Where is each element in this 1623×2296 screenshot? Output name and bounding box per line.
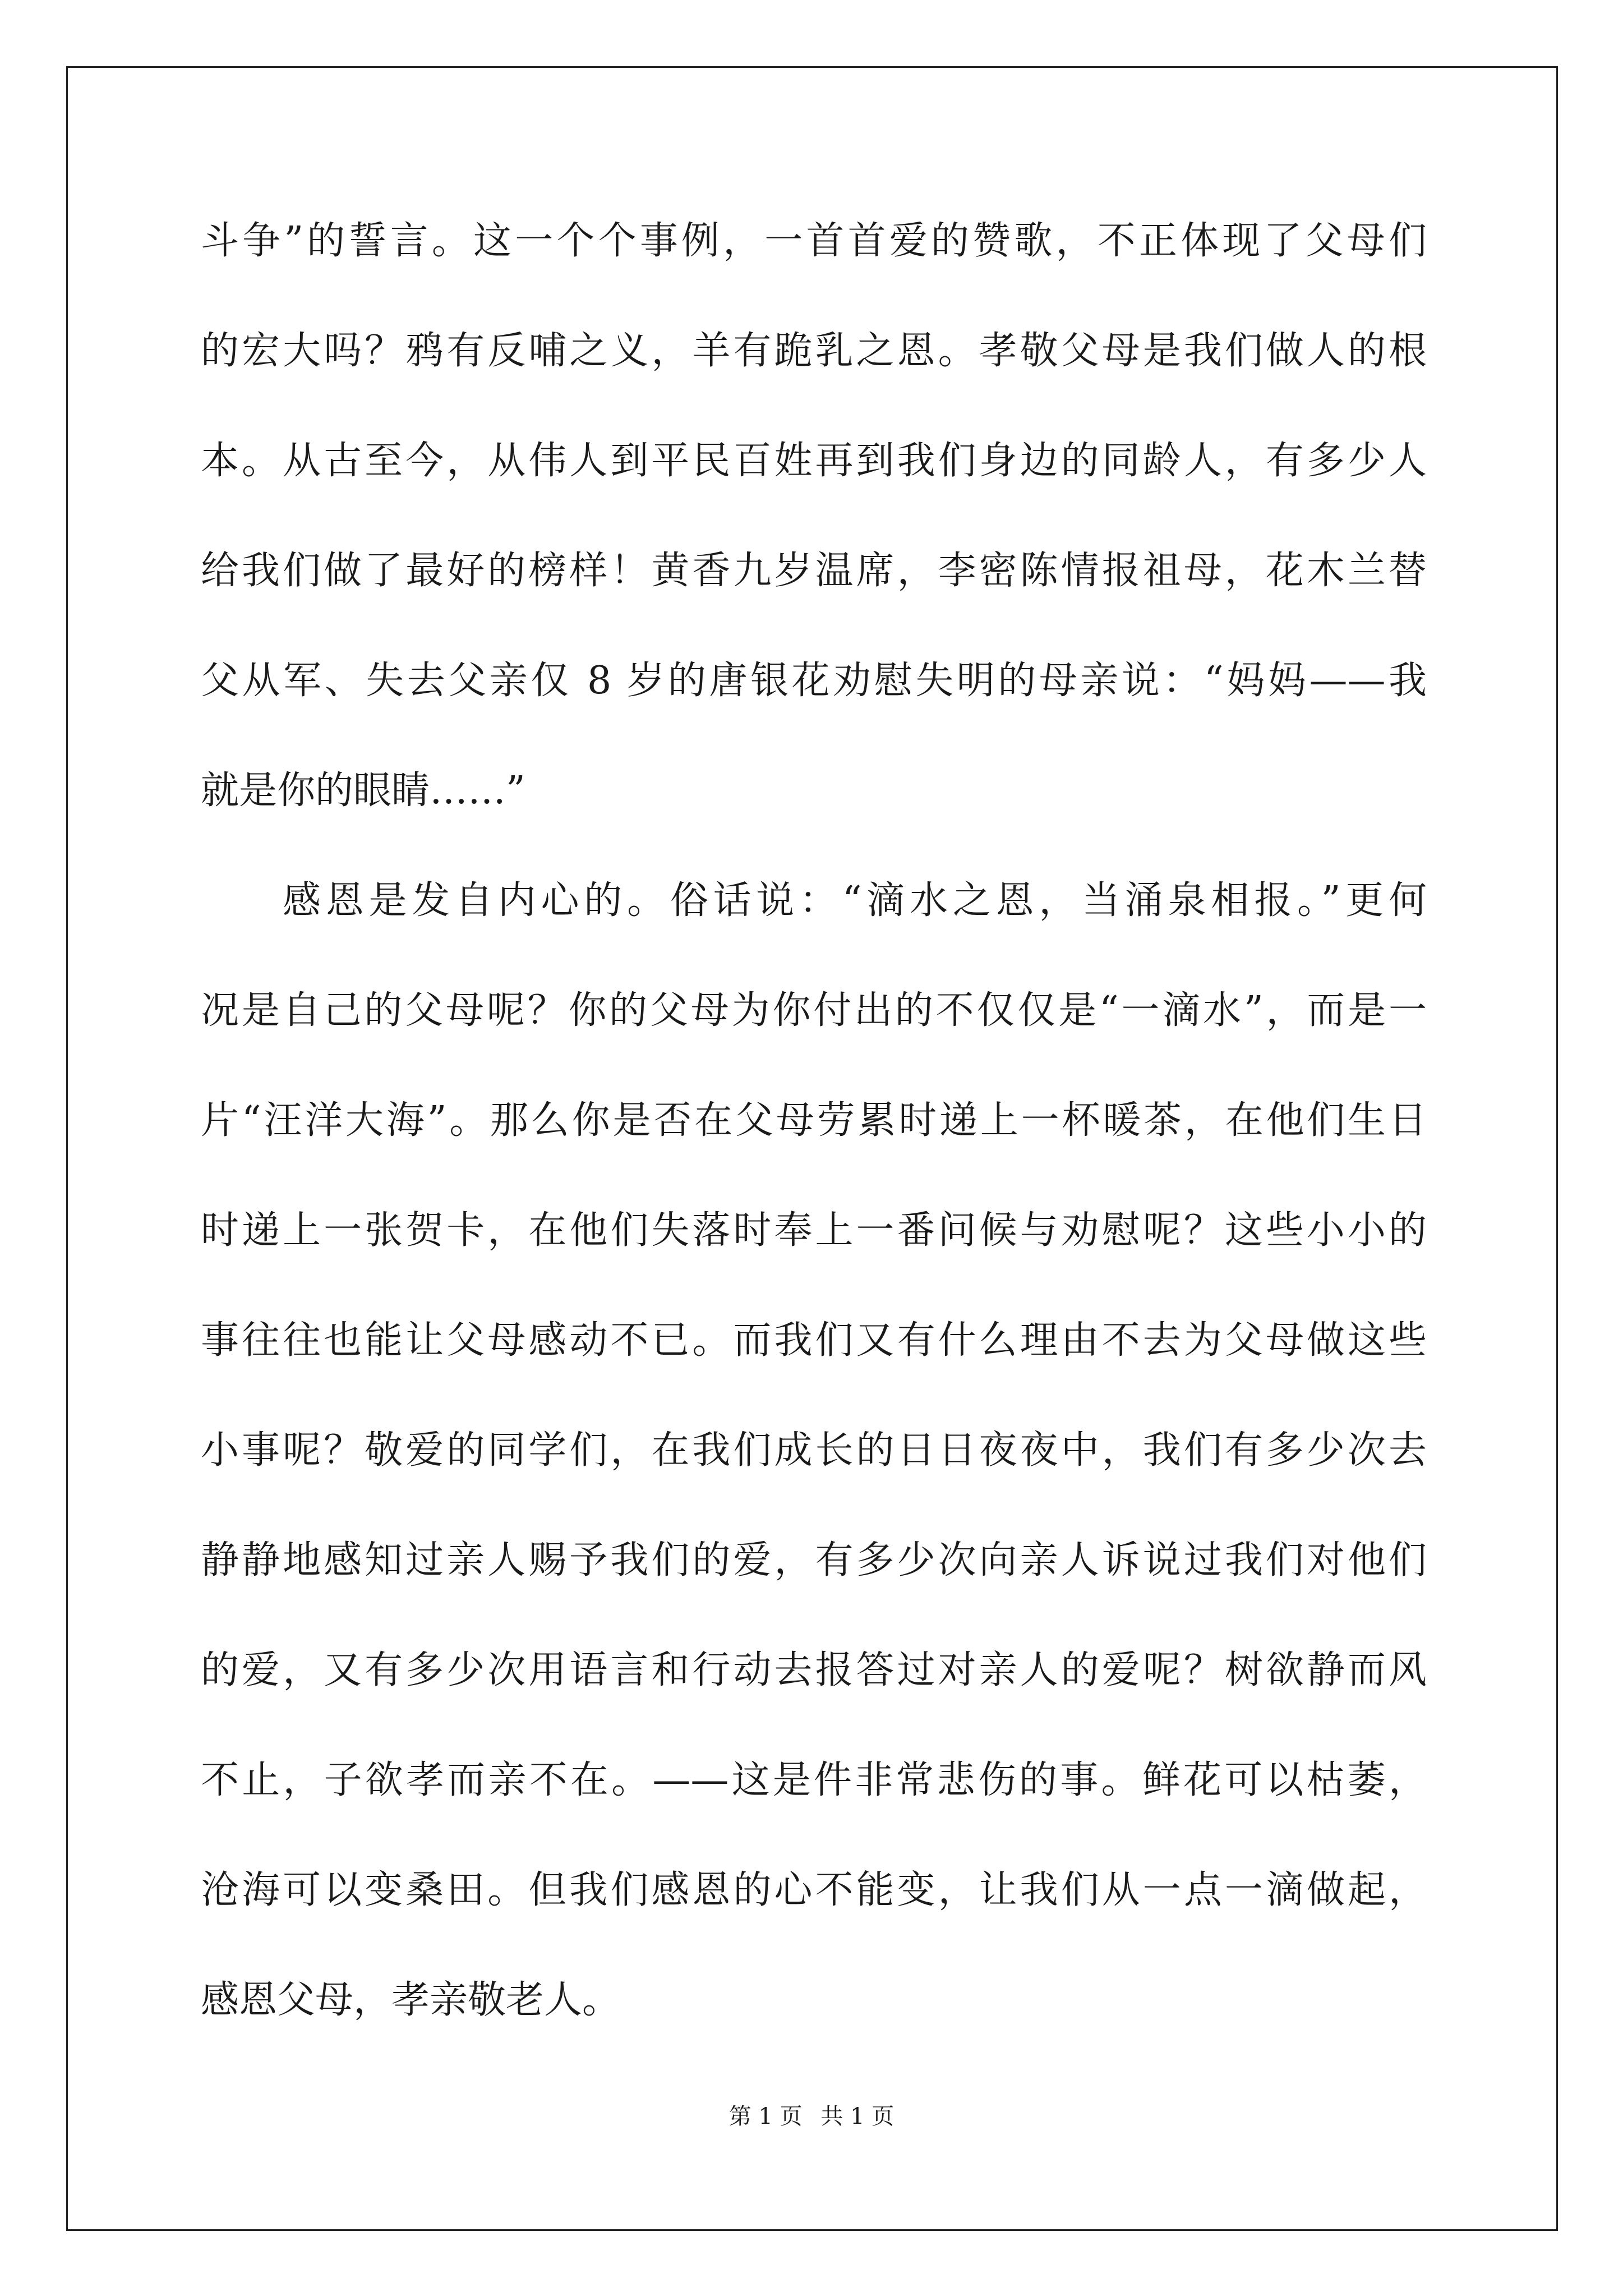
- text-line: 况是自己的父母呢？你的父母为你付出的不仅仅是“一滴水”，而是一: [201, 988, 1427, 1033]
- text-line: 沧海可以变桑田。但我们感恩的心不能变，让我们从一点一滴做起，: [201, 1868, 1427, 1912]
- text-line: 不止，子欲孝而亲不在。——这是件非常悲伤的事。鲜花可以枯萎，: [201, 1758, 1427, 1802]
- page-footer: [0, 2101, 1623, 2132]
- paragraph: [201, 867, 1427, 2077]
- text-line: 给我们做了最好的榜样！黄香九岁温席，李密陈情报祖母，花木兰替: [201, 549, 1427, 593]
- text-line: 事往往也能让父母感动不已。而我们又有什么理由不去为父母做这些: [201, 1318, 1427, 1363]
- text-line: 感恩是发自内心的。俗话说：“滴水之恩，当涌泉相报。”更何: [283, 878, 1427, 923]
- paragraph: [201, 208, 1427, 867]
- text-line: 的宏大吗？鸦有反哺之义，羊有跪乳之恩。孝敬父母是我们做人的根: [201, 329, 1427, 373]
- document-body: [201, 208, 1427, 2077]
- page-number: 第 1 页: [728, 2104, 803, 2129]
- text-line: 父从军、失去父亲仅 8 岁的唐银花劝慰失明的母亲说：“妈妈——我: [201, 659, 1427, 703]
- text-line: 静静地感知过亲人赐予我们的爱，有多少次向亲人诉说过我们对他们: [201, 1538, 1427, 1582]
- text-line: 片“汪洋大海”。那么你是否在父母劳累时递上一杯暖茶，在他们生日: [201, 1098, 1427, 1143]
- page-total: 共 1 页: [820, 2104, 895, 2129]
- text-line: 的爱，又有多少次用语言和行动去报答过对亲人的爱呢？树欲静而风: [201, 1648, 1427, 1692]
- text-line: 就是你的眼睛……”: [201, 769, 525, 813]
- text-line: 斗争”的誓言。这一个个事例，一首首爱的赞歌，不正体现了父母们: [201, 219, 1427, 263]
- text-line: 时递上一张贺卡，在他们失落时奉上一番问候与劝慰呢？这些小小的: [201, 1208, 1427, 1253]
- text-line: 本。从古至今，从伟人到平民百姓再到我们身边的同龄人，有多少人: [201, 439, 1427, 483]
- text-line: 感恩父母，孝亲敬老人。: [201, 1978, 621, 2022]
- text-line: 小事呢？敬爱的同学们，在我们成长的日日夜夜中，我们有多少次去: [201, 1428, 1427, 1473]
